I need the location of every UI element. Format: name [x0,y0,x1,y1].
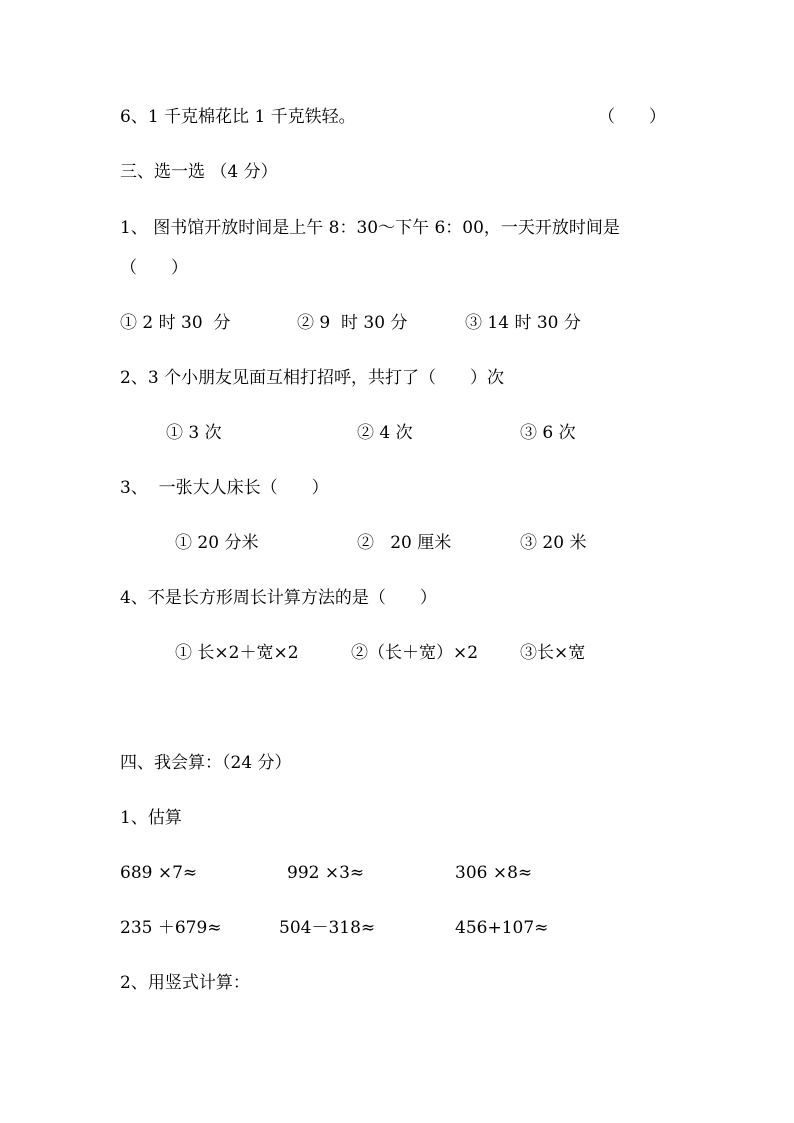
s3-q2-option-1: ① 3 次 [166,423,222,443]
s3-q2-option-2: ② 4 次 [357,423,413,443]
s3-q2-option-3: ③ 6 次 [520,423,576,443]
s3-q3-stem: 3、 一张大人床长（ ） [120,478,329,498]
s3-q3-option-1: ① 20 分米 [175,533,259,553]
estimate-problem: 689 ×7≈ [120,863,198,883]
vertical-calc-title: 2、用竖式计算： [120,973,250,993]
question-6-answer-paren: （ ） [598,107,666,127]
s3-q3-option-2: ② 20 厘米 [357,533,452,553]
s3-q1-stem: 1、 图书馆开放时间是上午 8：30～下午 6：00，一天开放时间是 [120,218,620,238]
s3-q2-stem: 2、3 个小朋友见面互相打招呼，共打了（ ）次 [120,368,505,388]
s3-q3-option-3: ③ 20 米 [520,533,587,553]
s3-q4-option-2: ②（长＋宽）×2 [351,643,479,663]
s3-q4-option-1: ① 长×2＋宽×2 [175,643,299,663]
s3-q4-option-3: ③长×宽 [520,643,586,663]
estimate-problem: 235 ＋679≈ [120,918,222,938]
estimate-title: 1、估算 [120,808,182,828]
estimate-problem: 306 ×8≈ [455,863,533,883]
question-6-text: 6、1 千克棉花比 1 千克铁轻。 [120,107,356,127]
s3-q1-paren: （ ） [120,258,188,278]
section-3-heading: 三、选一选 （4 分） [120,162,278,182]
s3-q1-option-1: ① 2 时 30 分 [120,313,231,333]
section-4-heading: 四、我会算：（24 分） [120,753,292,773]
estimate-problem: 504－318≈ [279,918,376,938]
estimate-problem: 456+107≈ [455,918,549,938]
estimate-problem: 992 ×3≈ [287,863,365,883]
s3-q1-option-2: ② 9 时 30 分 [297,313,408,333]
s3-q1-option-3: ③ 14 时 30 分 [465,313,581,333]
s3-q4-stem: 4、不是长方形周长计算方法的是（ ） [120,588,437,608]
